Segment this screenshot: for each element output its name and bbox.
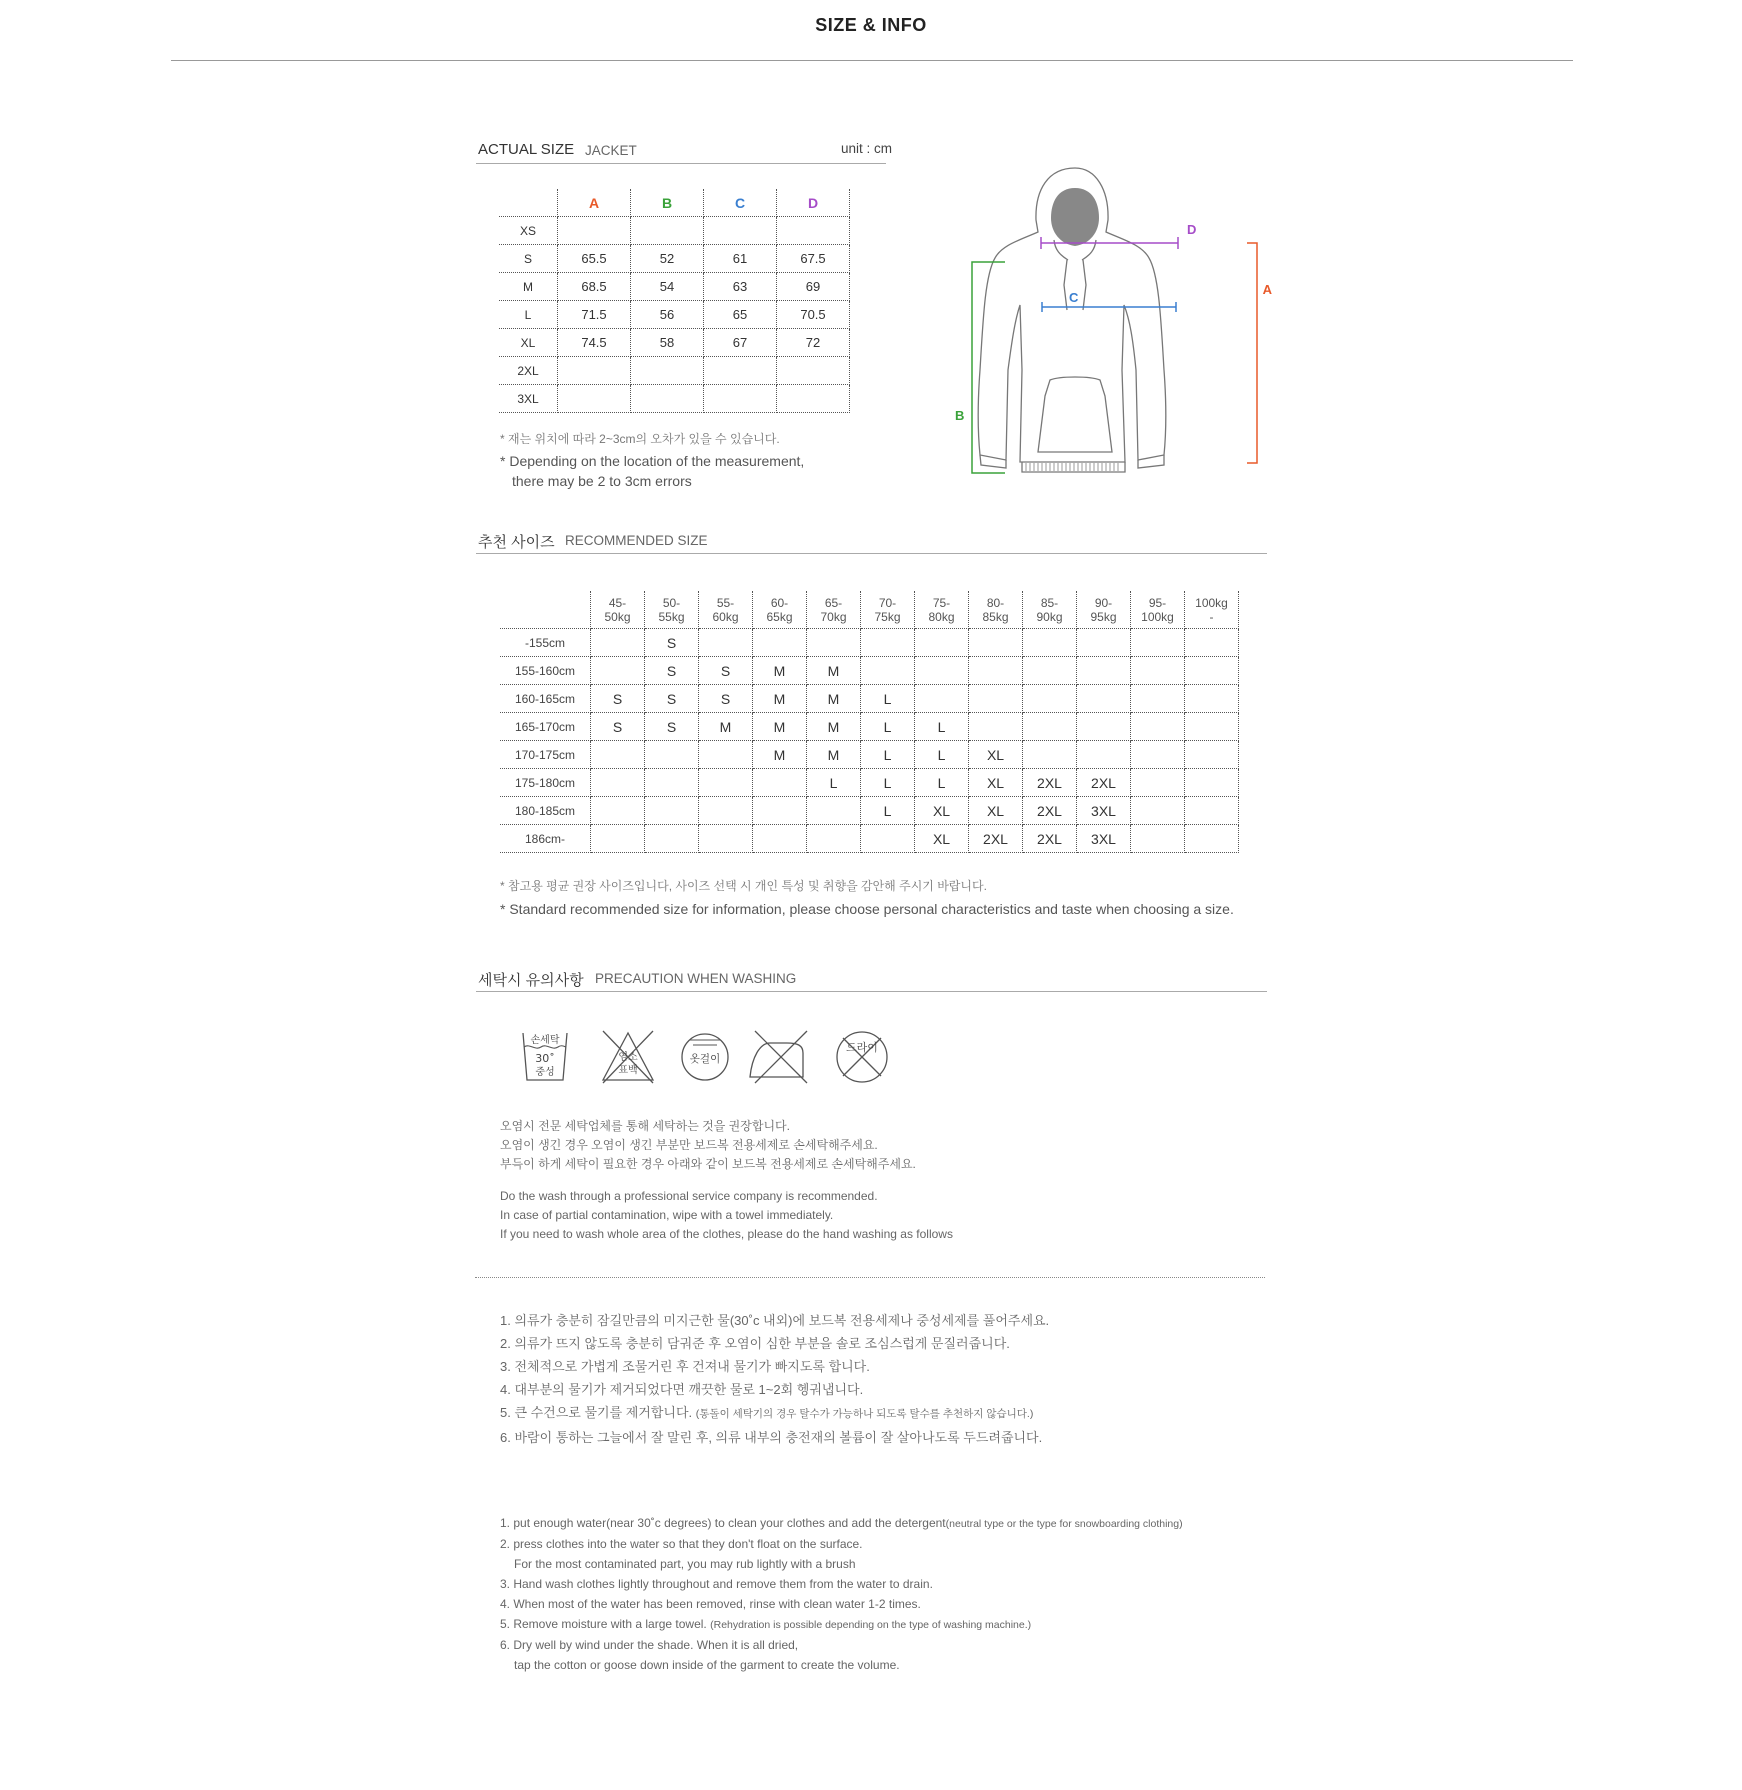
table-row [499, 245, 850, 273]
step-en-1 [500, 1513, 1183, 1534]
weight-range-start: 50- [662, 595, 681, 610]
step-en-6: 6. Dry well by wind under the shade. When it is all dried, [500, 1638, 799, 1652]
recommended-size-cell [1023, 657, 1077, 685]
step-ko-5-text: 5. 큰 수건으로 물기를 제거합니다. [500, 1405, 693, 1420]
recommended-size-cell [1077, 685, 1131, 713]
recommended-size-cell [915, 657, 969, 685]
recommended-size-cell [591, 657, 645, 685]
recommended-size-cell [1131, 685, 1185, 713]
hand-wash-label: 손세탁 [530, 1035, 560, 1046]
weight-range-start: 60- [770, 595, 789, 610]
recommended-size-cell: S [591, 713, 645, 741]
step-en-1-note: (neutral type or the type for snowboarding clothing) [945, 1518, 1183, 1530]
measure-c-line [1042, 302, 1176, 312]
step-en-5-text: 5. Remove moisture with a large towel. [500, 1617, 707, 1631]
weight-header [861, 591, 915, 629]
hoodie-ribbing [1026, 463, 1118, 471]
recommended-size-cell [969, 657, 1023, 685]
col-header-a: A [558, 189, 631, 217]
measurement-cell: 52 [631, 245, 704, 273]
measurement-cell [777, 385, 850, 413]
measurement-cell [704, 217, 777, 245]
recommended-size-cell [645, 769, 699, 797]
hand-wash-temp: 30˚ [535, 1052, 555, 1065]
step-ko-4: 4. 대부분의 물기가 제거되었다면 깨끗한 물로 1~2회 헹궈냅니다. [500, 1382, 864, 1397]
washing-steps-en [500, 1513, 1183, 1675]
measurement-cell: 65.5 [558, 245, 631, 273]
table-row [500, 797, 1239, 825]
recommended-size-cell [807, 825, 861, 853]
recommended-size-cell [699, 741, 753, 769]
size-label: XL [499, 329, 558, 357]
weight-range-end: 90kg [1036, 609, 1063, 624]
weight-range-end: 80kg [928, 609, 955, 624]
hand-wash-neutral: 중성 [535, 1067, 555, 1078]
recommended-size-cell: M [753, 685, 807, 713]
step-en-4: 4. When most of the water has been removed, rinse with clean water 1-2 times. [500, 1597, 921, 1611]
recommended-size-cell [969, 629, 1023, 657]
step-ko-2: 2. 의류가 뜨지 않도록 충분히 담궈준 후 오염이 심한 부분을 솔로 조심스럽게 문질러줍니다. [500, 1336, 1010, 1351]
corner-cell [499, 189, 558, 217]
recommended-size-cell: L [861, 797, 915, 825]
col-header-c: C [704, 189, 777, 217]
measurement-cell: 63 [704, 273, 777, 301]
recommended-size-cell: M [807, 685, 861, 713]
ko-line-1: 오염시 전문 세탁업체를 통해 세탁하는 것을 권장합니다. [500, 1119, 790, 1133]
recommended-size-cell [699, 769, 753, 797]
step-ko-5 [500, 1401, 1049, 1426]
recommended-size-cell: M [807, 741, 861, 769]
weight-header [1077, 591, 1131, 629]
recommended-size-cell: 3XL [1077, 825, 1131, 853]
recommended-size-cell: L [861, 713, 915, 741]
weight-range-start: 90- [1094, 595, 1113, 610]
measurement-cell: 69 [777, 273, 850, 301]
measurement-cell [558, 385, 631, 413]
table-row [499, 357, 850, 385]
recommended-size-cell [1077, 713, 1131, 741]
washing-header [476, 967, 1267, 992]
recommended-size-cell: S [645, 629, 699, 657]
height-label: 160-165cm [500, 685, 591, 713]
hanger-dry-icon [682, 1034, 728, 1080]
weight-range-start: 65- [824, 595, 843, 610]
measurement-cell [558, 357, 631, 385]
no-bleach-label-1: 염소 [618, 1052, 638, 1063]
height-label: 175-180cm [500, 769, 591, 797]
height-label: 180-185cm [500, 797, 591, 825]
recommended-size-cell [1023, 629, 1077, 657]
height-label: 170-175cm [500, 741, 591, 769]
recommended-size-cell [1077, 741, 1131, 769]
recommended-size-cell: S [699, 657, 753, 685]
hanger-label: 옷걸이 [689, 1053, 721, 1065]
recommended-note-ko: * 참고용 평균 권장 사이즈입니다, 사이즈 선택 시 개인 특성 및 취향을 감안해 주시기 바랍니다. [500, 879, 987, 893]
weight-range-end: 95kg [1090, 609, 1117, 624]
recommended-size-cell [861, 825, 915, 853]
washing-heading: 세탁시 유의사항 [478, 972, 584, 989]
recommended-size-cell: S [645, 657, 699, 685]
recommended-size-cell [1023, 713, 1077, 741]
recommended-size-cell [753, 825, 807, 853]
recommended-size-cell [1185, 741, 1239, 769]
measurement-cell [704, 385, 777, 413]
label-b: B [955, 408, 965, 423]
recommended-size-cell: S [645, 685, 699, 713]
table-row [500, 769, 1239, 797]
table-row [499, 385, 850, 413]
recommended-size-cell: XL [969, 769, 1023, 797]
weight-range-start: 55- [716, 595, 735, 610]
weight-range-end: 75kg [874, 609, 901, 624]
measurement-cell: 65 [704, 301, 777, 329]
measurement-cell: 70.5 [777, 301, 850, 329]
size-label: 2XL [499, 357, 558, 385]
weight-header [1023, 591, 1077, 629]
weight-header [915, 591, 969, 629]
actual-size-header [476, 139, 892, 164]
measurement-cell [631, 357, 704, 385]
size-label: L [499, 301, 558, 329]
recommended-size-cell [861, 657, 915, 685]
weight-header [753, 591, 807, 629]
recommended-size-cell [915, 629, 969, 657]
measurement-cell: 54 [631, 273, 704, 301]
actual-size-subheading: JACKET [585, 143, 637, 158]
ko-line-3: 부득이 하게 세탁이 필요한 경우 아래와 같이 보드복 전용세제로 손세탁해주세요. [500, 1157, 916, 1171]
height-label: 155-160cm [500, 657, 591, 685]
weight-range-start: 70- [878, 595, 897, 610]
en-line-1: Do the wash through a professional service company is recommended. [500, 1189, 878, 1203]
recommended-size-cell: 2XL [1023, 825, 1077, 853]
step-ko-6: 6. 바람이 통하는 그늘에서 잘 말린 후, 의류 내부의 충전재의 볼륨이 잘 살아나도록 두드려줍니다. [500, 1430, 1043, 1445]
actual-size-heading: ACTUAL SIZE [478, 141, 575, 158]
recommended-size-cell [1185, 825, 1239, 853]
recommended-size-cell: M [753, 741, 807, 769]
step-en-5 [500, 1614, 1183, 1635]
recommended-size-cell [1131, 741, 1185, 769]
recommended-size-cell [591, 741, 645, 769]
recommended-size-cell [1185, 769, 1239, 797]
weight-range-end: 70kg [820, 609, 847, 624]
weight-range-start: 80- [986, 595, 1005, 610]
table-row [500, 685, 1239, 713]
size-label: XS [499, 217, 558, 245]
recommended-size-cell: L [861, 769, 915, 797]
recommended-size-cell [1185, 629, 1239, 657]
measurement-cell [631, 217, 704, 245]
weight-range-end: 55kg [658, 609, 685, 624]
recommended-size-cell [915, 685, 969, 713]
washing-steps-ko [500, 1309, 1049, 1449]
title-divider [171, 60, 1573, 61]
no-bleach-label-2: 표백 [618, 1065, 638, 1076]
recommended-size-cell [1023, 685, 1077, 713]
recommended-size-cell [1131, 769, 1185, 797]
actual-size-note-en [500, 451, 804, 491]
recommended-size-cell: 2XL [969, 825, 1023, 853]
recommended-size-cell: 2XL [1023, 797, 1077, 825]
weight-header [699, 591, 753, 629]
label-c: C [1069, 290, 1079, 305]
label-d: D [1187, 222, 1197, 237]
note-en-line-1: * Depending on the location of the measurement, [500, 453, 805, 469]
recommended-size-cell [1077, 629, 1131, 657]
weight-range-end: 85kg [982, 609, 1009, 624]
recommended-size-cell [645, 797, 699, 825]
recommended-size-cell [753, 797, 807, 825]
recommended-size-cell: M [753, 713, 807, 741]
measurement-cell [631, 385, 704, 413]
ko-line-2: 오염이 생긴 경우 오염이 생긴 부분만 보드복 전용세제로 손세탁해주세요. [500, 1138, 878, 1152]
recommended-size-cell [591, 629, 645, 657]
recommended-size-cell: L [915, 713, 969, 741]
label-a: A [1262, 282, 1272, 297]
step-en-2: 2. press clothes into the water so that they don't float on the surface. [500, 1537, 863, 1551]
weight-range-end: 65kg [766, 609, 793, 624]
recommended-size-cell [807, 797, 861, 825]
recommended-size-cell: XL [969, 741, 1023, 769]
weight-header [1131, 591, 1185, 629]
step-en-6b: tap the cotton or goose down inside of the garment to create the volume. [514, 1658, 900, 1672]
recommended-size-cell: 3XL [1077, 797, 1131, 825]
table-row [500, 629, 1239, 657]
recommended-size-cell [1131, 657, 1185, 685]
measurement-cell [777, 217, 850, 245]
weight-range-start: 85- [1040, 595, 1059, 610]
measurement-cell: 71.5 [558, 301, 631, 329]
hand-wash-icon [523, 1033, 567, 1080]
size-label: 3XL [499, 385, 558, 413]
note-en-line-2: there may be 2 to 3cm errors [512, 473, 692, 489]
recommended-size-cell [699, 825, 753, 853]
recommended-size-cell [699, 797, 753, 825]
col-header-b: B [631, 189, 704, 217]
table-row [500, 713, 1239, 741]
step-en-5-note: (Rehydration is possible depending on the type of washing machine.) [710, 1619, 1032, 1631]
recommended-size-cell [591, 769, 645, 797]
no-bleach-icon [603, 1031, 653, 1083]
recommended-size-header [476, 529, 1267, 554]
recommended-size-cell [1131, 713, 1185, 741]
col-header-d: D [777, 189, 850, 217]
washing-en-notes [500, 1187, 953, 1244]
actual-size-table [499, 189, 850, 413]
hood-opening [1051, 188, 1099, 246]
size-label: S [499, 245, 558, 273]
measure-a-line [1247, 243, 1257, 463]
measurement-cell: 56 [631, 301, 704, 329]
recommended-size-cell: S [699, 685, 753, 713]
en-line-2: In case of partial contamination, wipe with a towel immediately. [500, 1208, 834, 1222]
table-row [499, 301, 850, 329]
recommended-size-cell [807, 629, 861, 657]
washing-ko-notes [500, 1117, 916, 1174]
step-en-3: 3. Hand wash clothes lightly throughout and remove them from the water to drain. [500, 1577, 933, 1591]
table-header-row [499, 189, 850, 217]
recommended-size-subheading: RECOMMENDED SIZE [565, 533, 708, 548]
recommended-size-cell: L [915, 769, 969, 797]
measurement-cell: 67.5 [777, 245, 850, 273]
recommended-size-cell [753, 769, 807, 797]
recommended-size-cell: L [915, 741, 969, 769]
recommended-size-cell: XL [915, 825, 969, 853]
recommended-size-cell [1185, 713, 1239, 741]
weight-header [591, 591, 645, 629]
recommended-size-heading: 추천 사이즈 [478, 534, 555, 551]
weight-range-start: 95- [1148, 595, 1167, 610]
measurement-cell: 74.5 [558, 329, 631, 357]
recommended-size-cell: M [807, 713, 861, 741]
weight-range-start: 45- [608, 595, 627, 610]
recommended-size-cell: M [753, 657, 807, 685]
height-label: -155cm [500, 629, 591, 657]
measurement-cell [558, 217, 631, 245]
no-iron-icon [750, 1031, 807, 1083]
recommended-size-cell [591, 825, 645, 853]
recommended-size-cell: M [699, 713, 753, 741]
recommended-size-cell [1185, 685, 1239, 713]
dry-clean-label: 드라이 [846, 1041, 878, 1054]
washing-subheading: PRECAUTION WHEN WASHING [595, 971, 797, 986]
weight-range-end: 60kg [712, 609, 739, 624]
table-row [499, 273, 850, 301]
en-line-3: If you need to wash whole area of the clothes, please do the hand washing as follows [500, 1227, 953, 1241]
measurement-cell [704, 357, 777, 385]
page-title: SIZE & INFO [815, 15, 927, 35]
step-ko-3: 3. 전체적으로 가볍게 조물거린 후 건져내 물기가 빠지도록 합니다. [500, 1359, 870, 1374]
recommended-size-cell: XL [969, 797, 1023, 825]
weight-header [969, 591, 1023, 629]
recommended-size-cell [969, 685, 1023, 713]
measurement-cell: 67 [704, 329, 777, 357]
recommended-size-cell [1077, 657, 1131, 685]
weight-range-start: 100kg [1195, 595, 1228, 610]
care-icons [515, 1025, 895, 1091]
measure-b-line [972, 262, 1005, 473]
weight-range-end: - [1209, 609, 1214, 624]
recommended-size-table [500, 591, 1239, 853]
recommended-size-cell: S [645, 713, 699, 741]
step-en-1-text: 1. put enough water(near 30˚c degrees) to clean your clothes and add the detergent [500, 1516, 946, 1530]
recommended-size-cell: M [807, 657, 861, 685]
table-row [500, 741, 1239, 769]
weight-range-start: 75- [932, 595, 951, 610]
hoodie-diagram [950, 160, 1270, 490]
table-row [500, 657, 1239, 685]
recommended-size-cell [861, 629, 915, 657]
weight-range-end: 100kg [1141, 609, 1174, 624]
recommended-size-cell [1131, 825, 1185, 853]
recommended-size-cell [753, 629, 807, 657]
actual-size-note-ko: * 재는 위치에 따라 2~3cm의 오차가 있을 수 있습니다. [500, 432, 780, 446]
recommended-size-cell [1185, 657, 1239, 685]
no-dry-clean-icon [837, 1032, 887, 1082]
unit-label: unit : cm [840, 141, 892, 156]
height-label: 186cm- [500, 825, 591, 853]
table-row [499, 217, 850, 245]
recommended-size-cell: L [861, 685, 915, 713]
recommended-size-cell [969, 713, 1023, 741]
recommended-size-cell [1185, 797, 1239, 825]
recommended-size-cell: S [591, 685, 645, 713]
measurement-cell: 61 [704, 245, 777, 273]
recommended-size-cell: L [807, 769, 861, 797]
measurement-cell: 58 [631, 329, 704, 357]
weight-header-row [500, 591, 1239, 629]
weight-header [1185, 591, 1239, 629]
weight-header [645, 591, 699, 629]
table-row [500, 825, 1239, 853]
height-label: 165-170cm [500, 713, 591, 741]
recommended-size-cell: L [861, 741, 915, 769]
weight-range-end: 50kg [604, 609, 631, 624]
recommended-size-cell [645, 825, 699, 853]
recommended-size-cell: 2XL [1077, 769, 1131, 797]
recommended-size-cell [591, 797, 645, 825]
corner-cell [500, 591, 591, 629]
table-row [499, 329, 850, 357]
weight-header [807, 591, 861, 629]
step-ko-1: 1. 의류가 충분히 잠길만큼의 미지근한 물(30˚c 내외)에 보드복 전용세제나 중성세제를 풀어주세요. [500, 1313, 1050, 1328]
size-label: M [499, 273, 558, 301]
step-ko-5-note: (통돌이 세탁기의 경우 탈수가 가능하나 되도록 탈수를 추천하지 않습니다.) [695, 1408, 1034, 1420]
recommended-size-cell [645, 741, 699, 769]
measurement-cell: 68.5 [558, 273, 631, 301]
step-en-2b: For the most contaminated part, you may rub lightly with a brush [514, 1557, 856, 1571]
measurement-cell: 72 [777, 329, 850, 357]
dotted-divider [475, 1277, 1265, 1278]
recommended-note-en: * Standard recommended size for information, please choose personal characteristics and taste when choosing a size. [500, 901, 1234, 917]
recommended-size-cell: 2XL [1023, 769, 1077, 797]
recommended-size-cell [1023, 741, 1077, 769]
measurement-cell [777, 357, 850, 385]
recommended-size-cell [1131, 797, 1185, 825]
recommended-size-cell [699, 629, 753, 657]
recommended-size-cell: XL [915, 797, 969, 825]
recommended-size-cell [1131, 629, 1185, 657]
